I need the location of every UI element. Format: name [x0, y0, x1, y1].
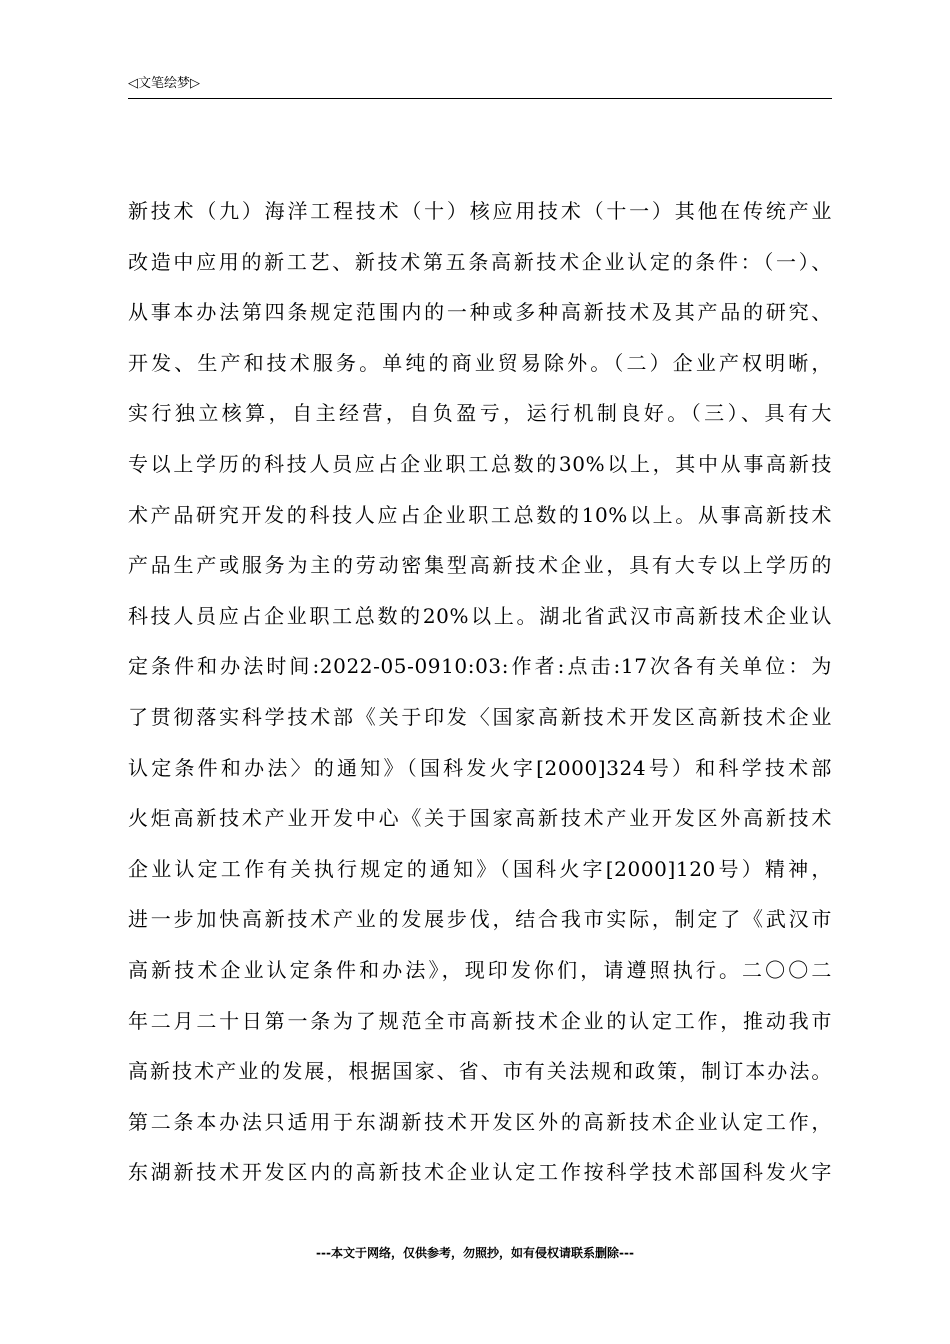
body-line: 第二条本办法只适用于东湖新技术开发区外的高新技术企业认定工作， — [128, 1109, 832, 1134]
body-line: 进一步加快高新技术产业的发展步伐，结合我市实际，制定了《武汉市 — [128, 907, 832, 932]
body-line: 火炬高新技术产业开发中心《关于国家高新技术产业开发区外高新技术 — [128, 806, 832, 831]
body-line: 高新技术企业认定条件和办法》，现印发你们，请遵照执行。二〇〇二 — [128, 957, 832, 982]
document-body — [128, 186, 832, 1198]
body-line: 开发、生产和技术服务。单纯的商业贸易除外。（二）企业产权明晰， — [128, 350, 832, 375]
body-line: 从事本办法第四条规定范围内的一种或多种高新技术及其产品的研究、 — [128, 300, 832, 325]
body-line: 产品生产或服务为主的劳动密集型高新技术企业，具有大专以上学历的 — [128, 553, 832, 578]
body-line: 术产品研究开发的科技人应占企业职工总数的10%以上。从事高新技术 — [128, 502, 832, 527]
body-line: 改造中应用的新工艺、新技术第五条高新技术企业认定的条件：（一）、 — [128, 249, 832, 274]
page-header — [128, 76, 832, 99]
body-line: 东湖新技术开发区内的高新技术企业认定工作按科学技术部国科发火字 — [128, 1160, 832, 1185]
body-line: 定条件和办法时间:2022-05-0910:03:作者:点击:17次各有关单位：为 — [128, 654, 832, 679]
body-line: 年二月二十日第一条为了规范全市高新技术企业的认定工作，推动我市 — [128, 1008, 832, 1033]
body-line: 认定条件和办法〉的通知》（国科发火字[2000]324号）和科学技术部 — [128, 755, 832, 780]
body-line: 新技术（九）海洋工程技术（十）核应用技术（十一）其他在传统产业 — [128, 199, 832, 223]
page-footer: ---本文于网络，仅供参考，勿照抄，如有侵权请联系删除--- — [316, 1246, 634, 1260]
body-line: 专以上学历的科技人员应占企业职工总数的30%以上，其中从事高新技 — [128, 451, 832, 476]
body-line: 实行独立核算，自主经营，自负盈亏，运行机制良好。（三）、具有大 — [128, 401, 832, 426]
body-line: 高新技术产业的发展，根据国家、省、市有关法规和政策，制订本办法。 — [128, 1059, 832, 1084]
body-line: 科技人员应占企业职工总数的20%以上。湖北省武汉市高新技术企业认 — [128, 603, 832, 628]
header-title: ◁文笔绘梦▷ — [128, 76, 200, 91]
body-line: 企业认定工作有关执行规定的通知》（国科火字[2000]120号）精神， — [128, 856, 832, 881]
body-line: 了贯彻落实科学技术部《关于印发〈国家高新技术开发区高新技术企业 — [128, 704, 832, 729]
